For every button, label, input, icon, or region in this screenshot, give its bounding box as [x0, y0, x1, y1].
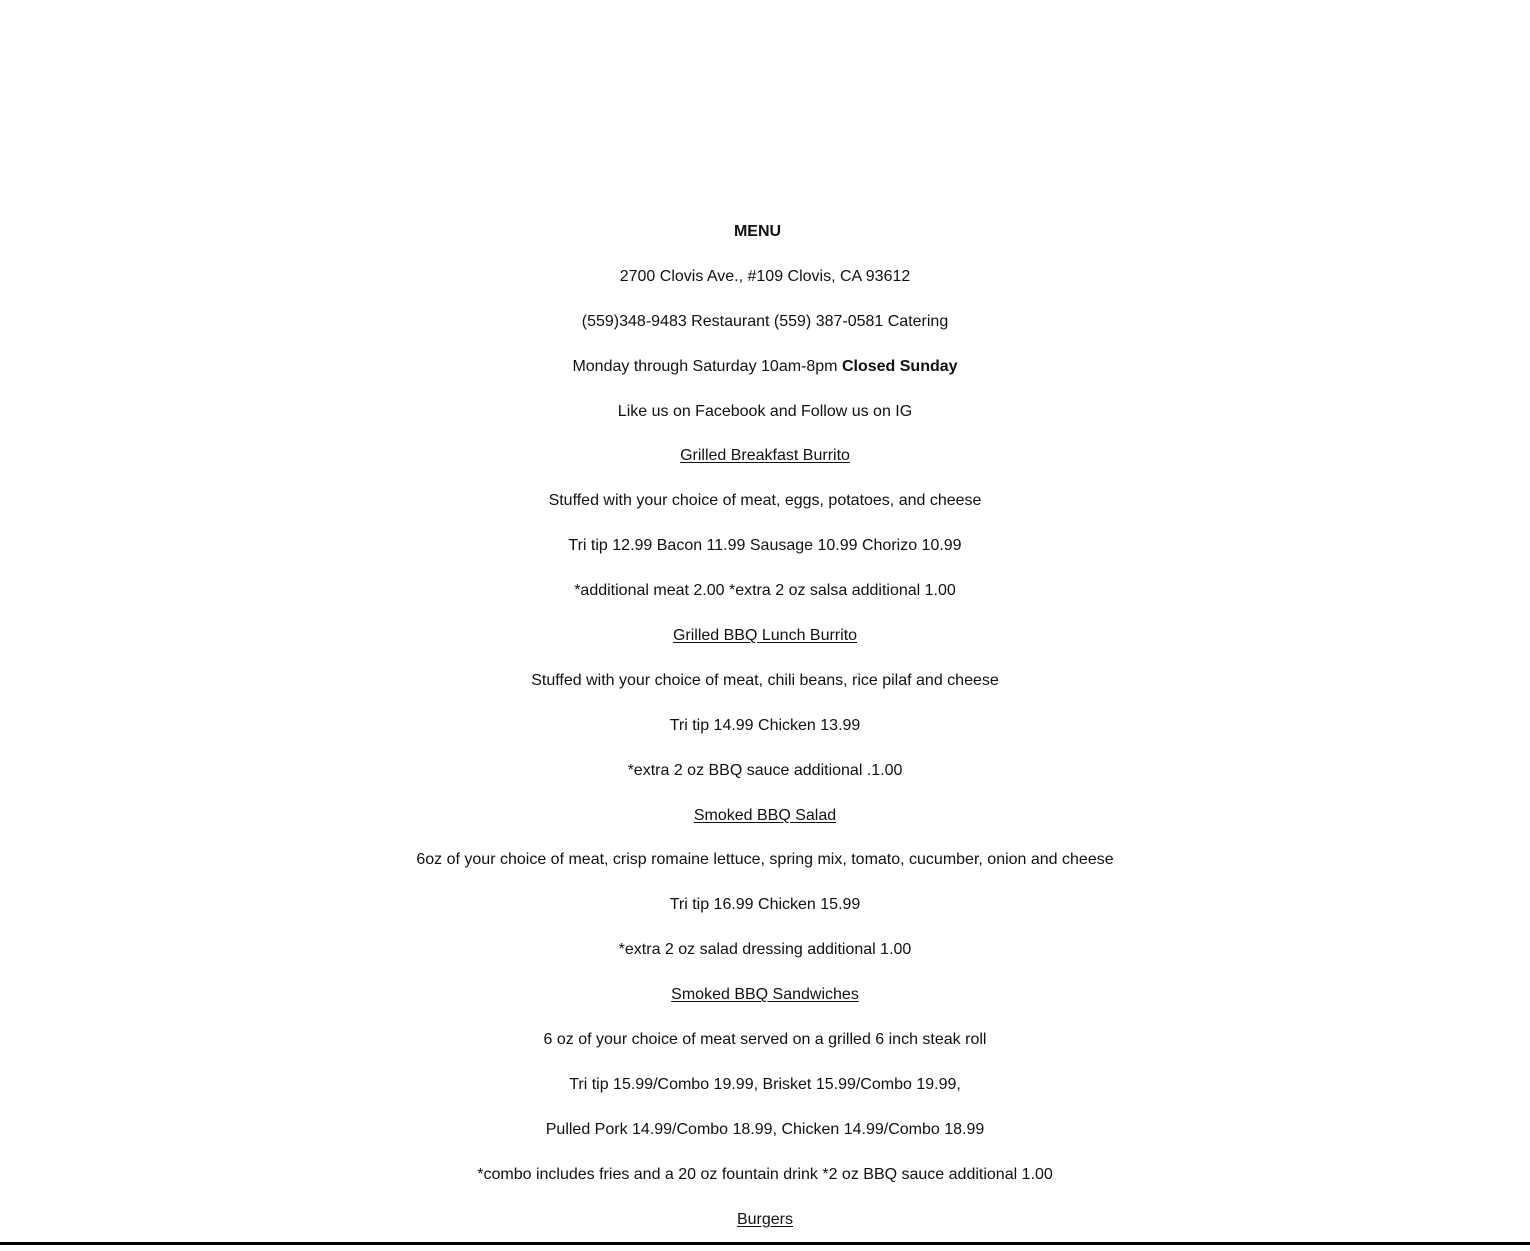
- section-heading-row: [0, 982, 1530, 1027]
- section-heading-row: [0, 443, 1530, 488]
- bbq-salad-description: 6oz of your choice of meat, crisp romaine lettuce, spring mix, tomato, cucumber, onion and cheese: [416, 851, 1114, 869]
- lunch-burrito-description: Stuffed with your choice of meat, chili beans, rice pilaf and cheese: [531, 671, 999, 689]
- bbq-salad-prices: Tri tip 16.99 Chicken 15.99: [669, 896, 861, 914]
- social-media-text: Like us on Facebook and Follow us on IG: [617, 402, 913, 420]
- closed-notice: Closed Sunday: [841, 357, 958, 375]
- lunch-burrito-heading[interactable]: Grilled BBQ Lunch Burrito: [672, 627, 858, 645]
- business-hours: [0, 354, 1530, 399]
- bbq-sandwiches-note: *combo includes fries and a 20 oz fountain drink *2 oz BBQ sauce additional 1.00: [477, 1165, 1053, 1183]
- breakfast-burrito-heading[interactable]: Grilled Breakfast Burrito: [680, 447, 850, 465]
- bbq-sandwiches-prices-continued: Pulled Pork 14.99/Combo 18.99, Chicken 14.99/Combo 18.99: [545, 1120, 985, 1138]
- restaurant-address: 2700 Clovis Ave., #109 Clovis, CA 93612: [619, 267, 911, 285]
- section-heading-row: [0, 623, 1530, 668]
- breakfast-burrito-description: Stuffed with your choice of meat, eggs, potatoes, and cheese: [548, 492, 982, 510]
- lunch-burrito-prices: Tri tip 14.99 Chicken 13.99: [669, 716, 861, 734]
- bbq-sandwiches-prices: Tri tip 15.99/Combo 19.99, Brisket 15.99/Combo 19.99,: [569, 1075, 961, 1093]
- menu-title: MENU: [733, 223, 782, 240]
- bbq-sandwiches-description: 6 oz of your choice of meat served on a grilled 6 inch steak roll: [543, 1031, 987, 1049]
- section-heading-row: [0, 803, 1530, 848]
- burgers-heading[interactable]: Burgers: [736, 1210, 794, 1228]
- breakfast-burrito-note: *additional meat 2.00 *extra 2 oz salsa additional 1.00: [574, 582, 956, 600]
- bbq-salad-note: *extra 2 oz salad dressing additional 1.00: [618, 941, 912, 959]
- bbq-salad-heading[interactable]: Smoked BBQ Salad: [693, 806, 837, 824]
- lunch-burrito-note: *extra 2 oz BBQ sauce additional .1.00: [627, 761, 903, 779]
- phone-numbers: (559)348-9483 Restaurant (559) 387-0581 Catering: [581, 312, 949, 330]
- breakfast-burrito-prices: Tri tip 12.99 Bacon 11.99 Sausage 10.99 Chorizo 10.99: [568, 537, 962, 555]
- hours-text: Monday through Saturday 10am-8pm: [572, 357, 838, 375]
- bbq-sandwiches-heading[interactable]: Smoked BBQ Sandwiches: [671, 986, 859, 1004]
- menu-content: [0, 219, 1530, 1251]
